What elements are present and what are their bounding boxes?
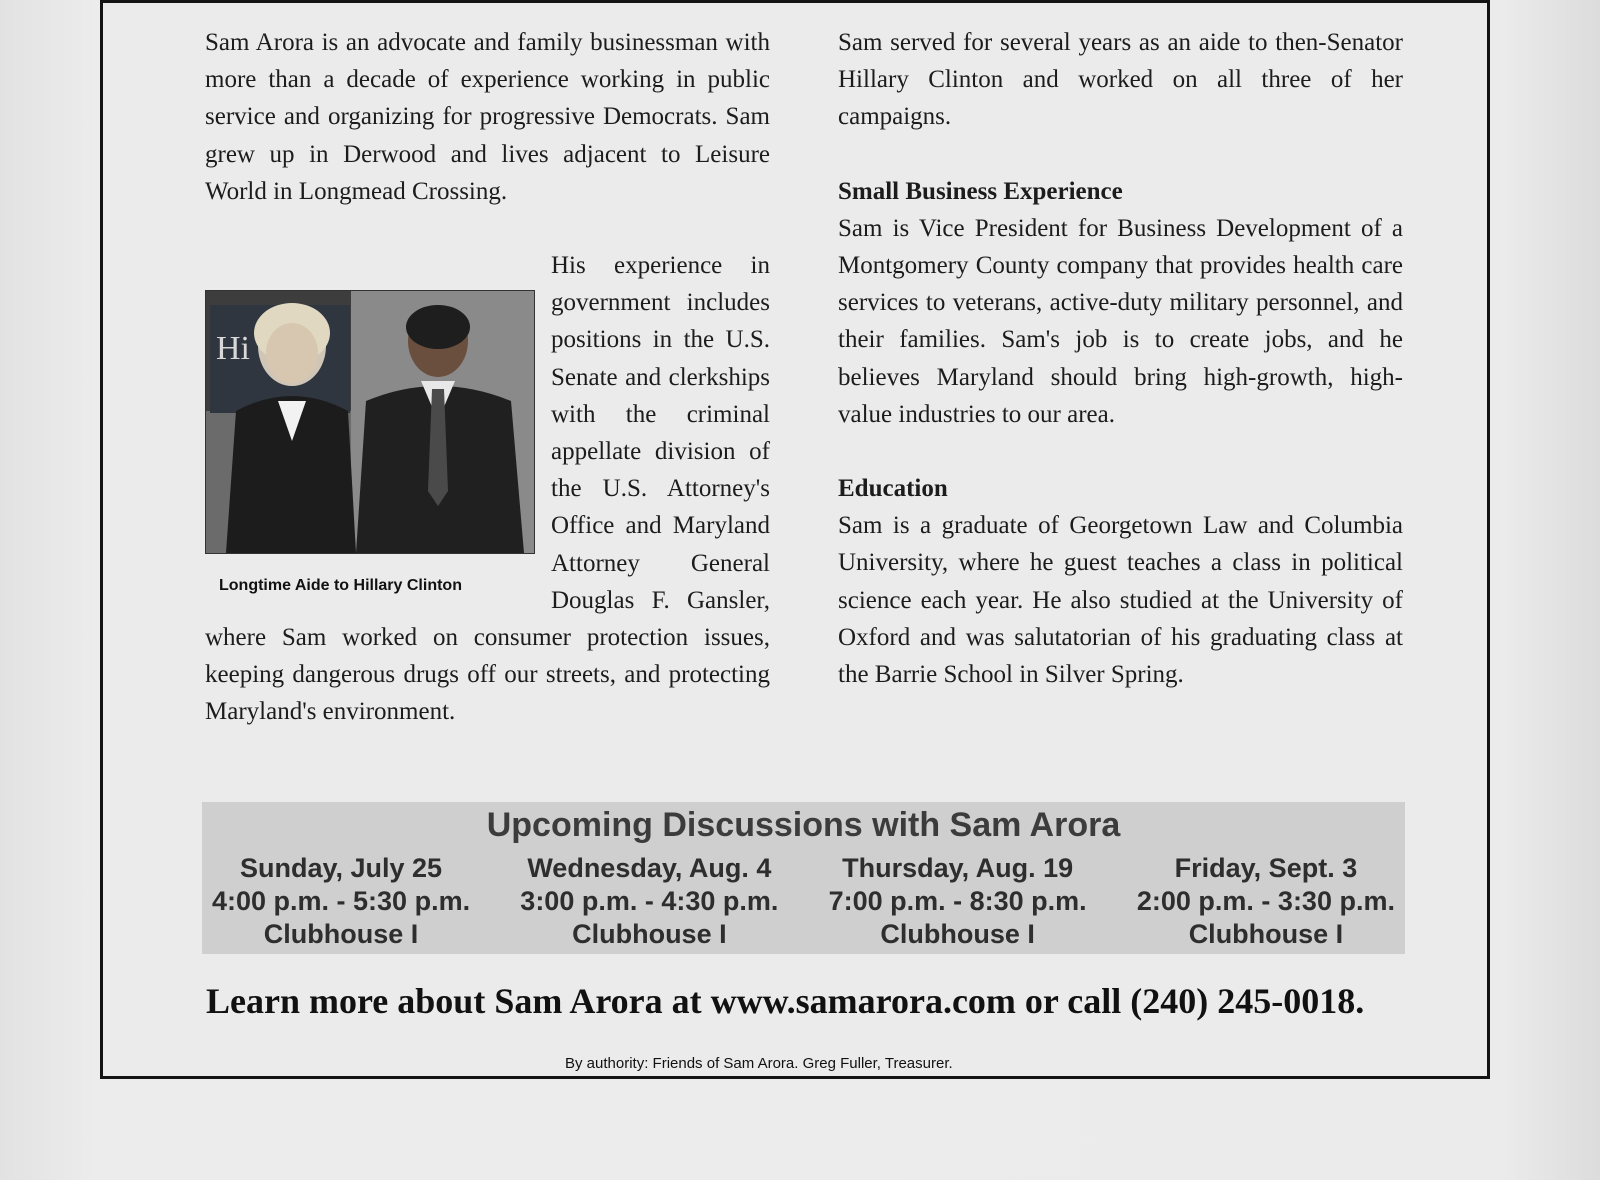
photo-illustration — [206, 291, 534, 553]
small-business-heading: Small Business Experience — [838, 177, 1123, 205]
event-date: Friday, Sept. 3 — [1174, 853, 1358, 883]
event-item — [520, 852, 778, 951]
event-list — [202, 852, 1405, 951]
photo-figure — [205, 290, 537, 596]
small-business-paragraph: Sam is Vice President for Business Development of a Montgomery County company that provides health care services to veterans, active-duty military personnel, and their families. Sam's job is to create jobs, and he believes Maryland should bring high-growth, high-value industries to our area. — [838, 214, 1403, 428]
event-date: Thursday, Aug. 19 — [842, 853, 1074, 883]
event-time: 7:00 p.m. - 8:30 p.m. — [828, 886, 1087, 916]
photo-caption: Longtime Aide to Hillary Clinton — [219, 577, 462, 595]
senate-aide-paragraph: Sam served for several years as an aide to then-Senator Hillary Clinton and worked on all three of her campaigns. — [838, 29, 1403, 131]
event-date: Wednesday, Aug. 4 — [527, 853, 772, 883]
education-heading: Education — [838, 475, 948, 503]
learn-more-line: Learn more about Sam Arora at www.samarora.com or call (240) 245-0018. — [206, 981, 1365, 1021]
top-rule — [100, 0, 1490, 3]
right-column — [838, 24, 1403, 693]
government-paragraph: His experience in government includes positions in the U.S. Senate and clerkships with the criminal appellate division of the U.S. Attorney's Office and Maryland Attorney General Douglas F. Gansler, where Sam worked on consumer protection issues, keeping dangerous drugs off our streets, and protecting Maryland's environment. — [205, 252, 770, 726]
event-location: Clubhouse I — [263, 919, 419, 949]
photo-sign-text: Hi — [216, 330, 250, 368]
left-column — [205, 24, 770, 731]
schedule-title: Upcoming Discussions with Sam Arora — [486, 806, 1121, 844]
event-item — [829, 852, 1087, 951]
education-paragraph: Sam is a graduate of Georgetown Law and Columbia University, where he guest teaches a class in political science each year. He also studied at the University of Oxford and was salutatorian of his graduating class at the Barrie School in Silver Spring. — [838, 512, 1403, 689]
event-location: Clubhouse I — [1188, 919, 1344, 949]
event-item — [212, 852, 470, 951]
event-location: Clubhouse I — [880, 919, 1035, 949]
schedule-band — [202, 802, 1405, 954]
event-time: 2:00 p.m. - 3:30 p.m. — [1136, 886, 1395, 916]
event-time: 3:00 p.m. - 4:30 p.m. — [520, 886, 779, 916]
event-item — [1137, 852, 1395, 951]
intro-paragraph: Sam Arora is an advocate and family businessman with more than a decade of experience working in public service and organizing for progressive Democrats. Sam grew up in Derwood and lives adjacent to Leisure World in Longmead Crossing. — [205, 29, 770, 205]
authority-line: By authority: Friends of Sam Arora. Greg Fuller, Treasurer. — [565, 1055, 953, 1072]
photo-clinton-arora — [205, 290, 535, 554]
event-location: Clubhouse I — [572, 919, 727, 949]
event-date: Sunday, July 25 — [240, 853, 443, 883]
event-time: 4:00 p.m. - 5:30 p.m. — [212, 886, 471, 916]
